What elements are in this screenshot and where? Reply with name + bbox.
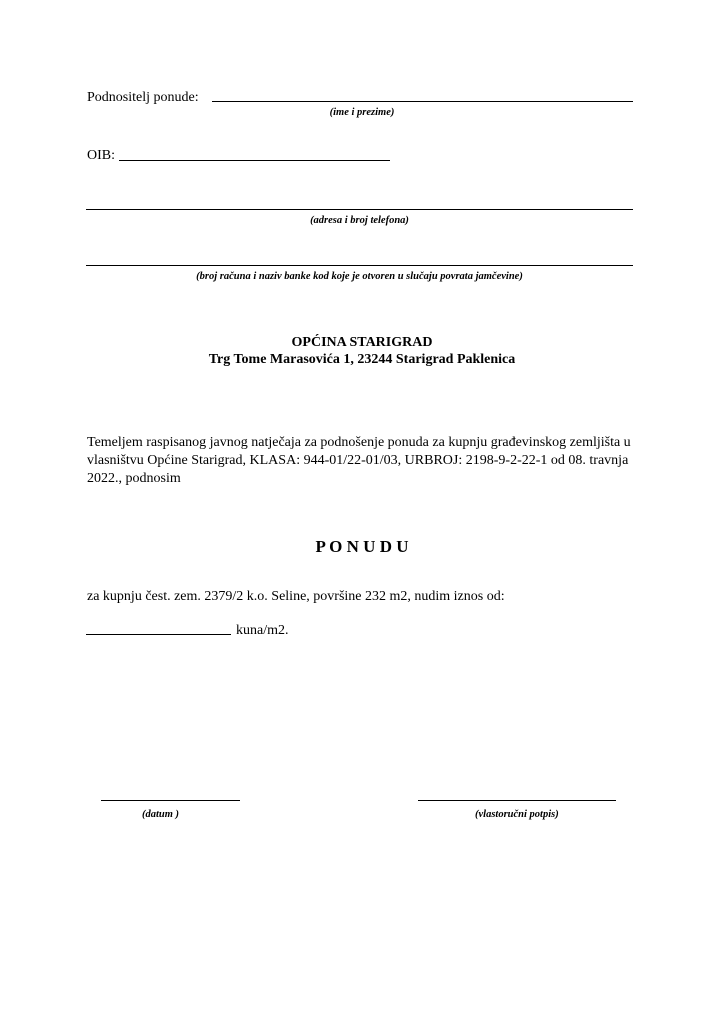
recipient-name: OPĆINA STARIGRAD: [291, 335, 433, 350]
price-line[interactable]: [86, 634, 231, 635]
signature-caption: (vlastoručni potpis): [475, 809, 559, 820]
applicant-caption: (ime i prezime): [329, 107, 395, 118]
bank-caption: (broj računa i naziv banke kod koje je otvoren u slučaju povrata jamčevine): [196, 271, 523, 282]
address-line[interactable]: [86, 209, 633, 210]
recipient-address: Trg Tome Marasovića 1, 23244 Starigrad Paklenica: [208, 352, 516, 367]
intro-line-1: Temeljem raspisanog javnog natječaja za podnošenje ponuda za kupnju građevinskog zemljišta u: [87, 435, 631, 450]
document-heading: P O N U D U: [315, 537, 409, 556]
bank-account-line[interactable]: [86, 265, 633, 266]
offer-text: za kupnju čest. zem. 2379/2 k.o. Seline, površine 232 m2, nudim iznos od:: [87, 589, 505, 604]
intro-line-2: vlasništvu Općine Starigrad, KLASA: 944-01/22-01/03, URBROJ: 2198-9-2-22-1 od 08. travnja: [87, 453, 629, 468]
applicant-label: Podnositelj ponude:: [87, 90, 199, 105]
signature-line[interactable]: [418, 800, 616, 801]
oib-line[interactable]: [119, 160, 390, 161]
address-caption: (adresa i broj telefona): [310, 215, 409, 226]
oib-label: OIB:: [87, 148, 115, 163]
intro-line-3: 2022., podnosim: [87, 471, 181, 486]
date-caption: (datum ): [142, 809, 180, 820]
price-unit: kuna/m2.: [236, 623, 289, 638]
applicant-name-line[interactable]: [212, 101, 633, 102]
date-line[interactable]: [101, 800, 240, 801]
